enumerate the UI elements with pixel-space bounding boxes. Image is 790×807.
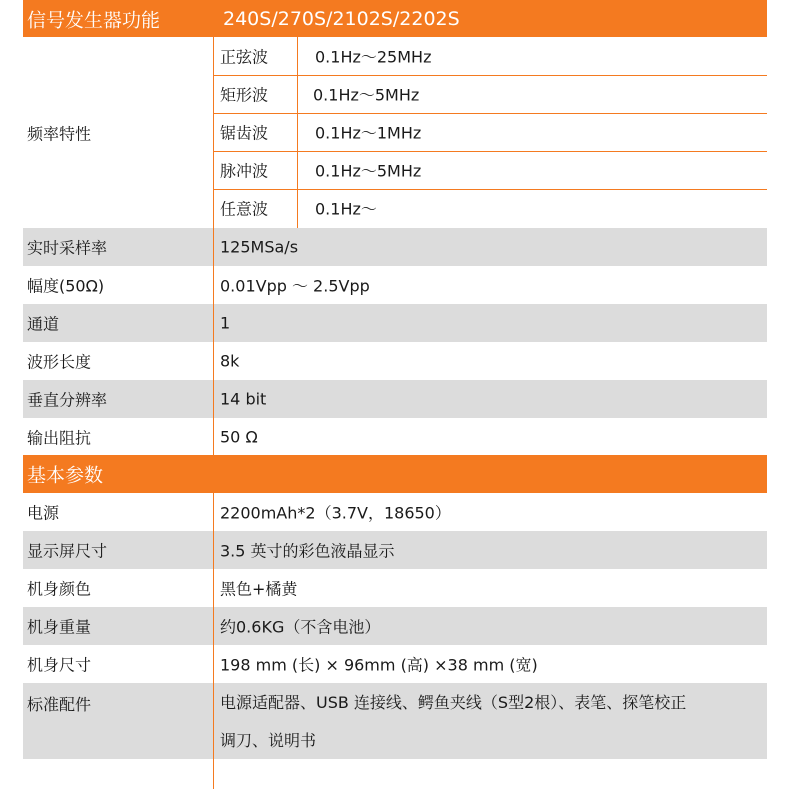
divider bbox=[297, 37, 298, 228]
spec-label: 显示屏尺寸 bbox=[27, 541, 108, 561]
column-divider bbox=[213, 493, 214, 789]
spec-label: 机身重量 bbox=[27, 617, 92, 637]
spec-label: 标准配件 bbox=[27, 695, 92, 714]
wave-range: 0.1Hz～ bbox=[315, 199, 377, 219]
wave-range: 0.1Hz～5MHz bbox=[313, 85, 420, 105]
spec-label: 通道 bbox=[27, 314, 60, 334]
spec-label: 机身尺寸 bbox=[27, 655, 92, 675]
divider bbox=[213, 151, 767, 152]
spec-row bbox=[23, 569, 767, 607]
spec-label: 垂直分辨率 bbox=[27, 390, 108, 410]
section-header-basic-params bbox=[23, 455, 767, 493]
spec-row bbox=[23, 645, 767, 683]
frequency-row bbox=[23, 37, 767, 75]
spec-row bbox=[23, 266, 767, 304]
spec-label: 电源 bbox=[27, 503, 60, 523]
spec-value: 2200mAh*2（3.7V，18650） bbox=[220, 503, 451, 523]
spec-label: 机身颜色 bbox=[27, 579, 92, 599]
frequency-row bbox=[23, 75, 767, 113]
spec-value: 黑色+橘黄 bbox=[220, 579, 298, 599]
spec-label: 实时采样率 bbox=[27, 238, 108, 258]
wave-type: 任意波 bbox=[220, 199, 269, 219]
divider bbox=[213, 189, 767, 190]
divider bbox=[213, 75, 767, 76]
spec-row bbox=[23, 304, 767, 342]
wave-type: 锯齿波 bbox=[220, 123, 269, 143]
spec-row bbox=[23, 342, 767, 380]
section-header-signal-generator bbox=[23, 0, 767, 37]
spec-value: 0.01Vpp ～ 2.5Vpp bbox=[220, 276, 370, 296]
spec-row bbox=[23, 418, 767, 455]
spec-value: 8k bbox=[220, 351, 240, 371]
section-title: 基本参数 bbox=[27, 464, 104, 487]
spec-label: 波形长度 bbox=[27, 352, 92, 372]
wave-range: 0.1Hz～5MHz bbox=[315, 161, 422, 181]
spec-row bbox=[23, 531, 767, 569]
frequency-label: 频率特性 bbox=[27, 124, 92, 143]
spec-value: 198 mm (长) × 96mm (高) ×38 mm (宽) bbox=[220, 655, 538, 675]
spec-label: 幅度(50Ω) bbox=[27, 276, 105, 296]
frequency-row bbox=[23, 113, 767, 151]
section-title: 信号发生器功能 bbox=[27, 9, 161, 31]
wave-type: 矩形波 bbox=[220, 85, 269, 105]
spec-value: 14 bit bbox=[220, 389, 267, 409]
column-divider bbox=[213, 37, 214, 455]
spec-value: 1 bbox=[220, 313, 231, 333]
spec-value: 50 Ω bbox=[220, 427, 258, 446]
accessories-line: 调刀、说明书 bbox=[220, 731, 317, 750]
spec-row bbox=[23, 380, 767, 418]
spec-label: 输出阻抗 bbox=[27, 428, 92, 447]
accessories-value bbox=[220, 684, 760, 760]
frequency-row bbox=[23, 189, 767, 227]
wave-type: 正弦波 bbox=[220, 47, 269, 67]
spec-row bbox=[23, 607, 767, 645]
accessories-row bbox=[23, 683, 767, 759]
spec-value: 3.5 英寸的彩色液晶显示 bbox=[220, 541, 395, 561]
accessories-line: 电源适配器、USB 连接线、鳄鱼夹线（S型2根）、表笔、探笔校正 bbox=[220, 693, 687, 712]
wave-type: 脉冲波 bbox=[220, 161, 269, 181]
model-list: 240S/270S/2102S/2202S bbox=[223, 7, 460, 30]
spec-row bbox=[23, 228, 767, 266]
spec-row bbox=[23, 493, 767, 531]
divider bbox=[213, 113, 767, 114]
frequency-row bbox=[23, 151, 767, 189]
wave-range: 0.1Hz～1MHz bbox=[315, 123, 422, 143]
spec-value: 约0.6KG（不含电池） bbox=[220, 617, 381, 637]
wave-range: 0.1Hz～25MHz bbox=[315, 47, 432, 67]
spec-value: 125MSa/s bbox=[220, 237, 299, 257]
